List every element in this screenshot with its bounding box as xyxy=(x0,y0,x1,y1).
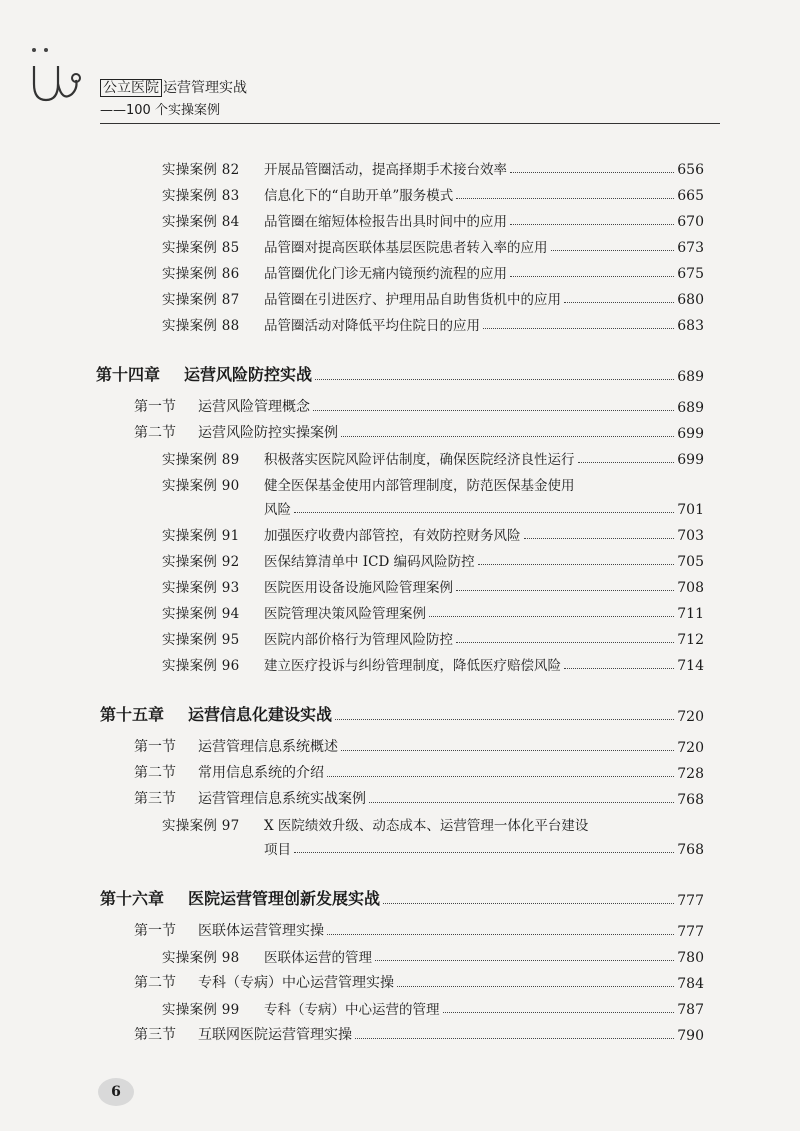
dot-leader xyxy=(341,436,674,437)
case-label: 实操案例 98 xyxy=(162,950,240,966)
case-page: 675 xyxy=(677,266,704,282)
section-page: 689 xyxy=(677,400,704,416)
toc-entry-section-16-3[interactable] xyxy=(134,1024,704,1044)
case-title: 医院医用设备设施风险管理案例 xyxy=(264,580,453,596)
dot-leader xyxy=(510,172,674,173)
case-label: 实操案例 93 xyxy=(162,580,240,596)
dot-leader xyxy=(551,250,675,251)
chapter-label: 第十四章 xyxy=(96,365,161,384)
case-title: 医院管理决策风险管理案例 xyxy=(264,606,426,622)
toc-entry-section-16-2[interactable] xyxy=(134,972,704,992)
case-page: 656 xyxy=(677,162,704,178)
chapter-page: 777 xyxy=(677,893,704,909)
toc-entry-case-96[interactable] xyxy=(162,654,704,674)
dot-leader xyxy=(456,198,674,199)
section-title: 运营风险防控实操案例 xyxy=(198,425,338,441)
dot-leader xyxy=(524,538,675,539)
dot-leader xyxy=(578,462,675,463)
toc-entry-case-86[interactable] xyxy=(162,262,704,282)
case-page: 699 xyxy=(677,452,704,468)
section-label: 第二节 xyxy=(134,765,176,781)
section-label: 第三节 xyxy=(134,791,176,807)
dot-leader xyxy=(443,1012,675,1013)
case-title: 建立医疗投诉与纠纷管理制度，降低医疗赔偿风险 xyxy=(264,658,561,674)
case-page: 712 xyxy=(677,632,704,648)
section-label: 第二节 xyxy=(134,975,176,991)
toc-entry-case-84[interactable] xyxy=(162,210,704,230)
case-title: 医院内部价格行为管理风险防控 xyxy=(264,632,453,648)
case-page: 714 xyxy=(677,658,704,674)
toc-entry-case-90-cont[interactable] xyxy=(264,498,704,518)
case-label: 实操案例 90 xyxy=(162,478,240,494)
case-page: 673 xyxy=(677,240,704,256)
section-page: 784 xyxy=(677,976,704,992)
section-title: 运营管理信息系统实战案例 xyxy=(198,791,366,807)
toc-entry-chapter-15[interactable] xyxy=(100,702,704,725)
dot-leader xyxy=(294,512,674,513)
case-page: 665 xyxy=(677,188,704,204)
toc-entry-case-83[interactable] xyxy=(162,184,704,204)
section-label: 第三节 xyxy=(134,1027,176,1043)
case-label: 实操案例 83 xyxy=(162,188,240,204)
chapter-title: 运营风险防控实战 xyxy=(184,365,313,384)
case-title-continuation: 风险 xyxy=(264,502,291,518)
toc-entry-chapter-16[interactable] xyxy=(100,886,704,909)
case-page: 708 xyxy=(677,580,704,596)
toc-entry-case-91[interactable] xyxy=(162,524,704,544)
case-page: 683 xyxy=(677,318,704,334)
dot-leader xyxy=(510,276,674,277)
case-title: 品管圈对提高医联体基层医院患者转入率的应用 xyxy=(264,240,548,256)
chapter-title: 医院运营管理创新发展实战 xyxy=(188,889,381,908)
dot-leader xyxy=(483,328,674,329)
case-label: 实操案例 97 xyxy=(162,818,240,834)
section-page: 790 xyxy=(677,1028,704,1044)
case-label: 实操案例 87 xyxy=(162,292,240,308)
toc-entry-case-90[interactable] xyxy=(162,474,704,494)
dot-leader xyxy=(315,379,674,380)
toc-entry-section-16-1[interactable] xyxy=(134,920,704,940)
dot-leader xyxy=(327,776,674,777)
case-page: 768 xyxy=(677,842,704,858)
section-title: 运营风险管理概念 xyxy=(198,399,310,415)
toc-entry-case-93[interactable] xyxy=(162,576,704,596)
toc-entry-section-15-3[interactable] xyxy=(134,788,704,808)
dot-leader xyxy=(335,719,674,720)
case-label: 实操案例 82 xyxy=(162,162,240,178)
case-title: 品管圈在缩短体检报告出具时间中的应用 xyxy=(264,214,507,230)
dot-leader xyxy=(375,960,674,961)
chapter-title: 运营信息化建设实战 xyxy=(188,705,333,724)
toc-entry-case-97[interactable] xyxy=(162,814,704,834)
toc-entry-section-15-2[interactable] xyxy=(134,762,704,782)
dot-leader xyxy=(456,642,674,643)
section-label: 第一节 xyxy=(134,739,176,755)
section-page: 699 xyxy=(677,426,704,442)
toc-entry-case-82[interactable] xyxy=(162,158,704,178)
toc-entry-case-94[interactable] xyxy=(162,602,704,622)
section-page: 728 xyxy=(677,766,704,782)
case-label: 实操案例 89 xyxy=(162,452,240,468)
section-title: 常用信息系统的介绍 xyxy=(198,765,324,781)
case-title: 开展品管圈活动，提高择期手术接台效率 xyxy=(264,162,507,178)
page-number: 6 xyxy=(98,1078,134,1106)
case-title: 专科（专病）中心运营的管理 xyxy=(264,1002,440,1018)
chapter-label: 第十五章 xyxy=(100,705,165,724)
dot-leader xyxy=(294,852,674,853)
case-label: 实操案例 94 xyxy=(162,606,240,622)
case-page: 680 xyxy=(677,292,704,308)
dot-leader xyxy=(355,1038,674,1039)
case-title: 品管圈活动对降低平均住院日的应用 xyxy=(264,318,480,334)
dot-leader xyxy=(456,590,674,591)
toc-entry-case-85[interactable] xyxy=(162,236,704,256)
chapter-label: 第十六章 xyxy=(100,889,165,908)
section-page: 720 xyxy=(677,740,704,756)
case-title: 积极落实医院风险评估制度，确保医院经济良性运行 xyxy=(264,452,575,468)
case-title: 品管圈在引进医疗、护理用品自助售货机中的应用 xyxy=(264,292,561,308)
case-page: 703 xyxy=(677,528,704,544)
case-page: 780 xyxy=(677,950,704,966)
case-label: 实操案例 84 xyxy=(162,214,240,230)
case-label: 实操案例 95 xyxy=(162,632,240,648)
case-label: 实操案例 85 xyxy=(162,240,240,256)
section-page: 777 xyxy=(677,924,704,940)
dot-leader xyxy=(369,802,674,803)
book-title-boxed: 公立医院 xyxy=(100,79,162,97)
toc-entry-section-14-1[interactable] xyxy=(134,396,704,416)
section-title: 互联网医院运营管理实操 xyxy=(198,1027,352,1043)
case-page: 705 xyxy=(677,554,704,570)
case-page: 701 xyxy=(677,502,704,518)
toc-entry-case-87[interactable] xyxy=(162,288,704,308)
case-title: 医联体运营的管理 xyxy=(264,950,372,966)
dot-leader xyxy=(510,224,674,225)
section-page: 768 xyxy=(677,792,704,808)
toc-entry-chapter-14[interactable] xyxy=(96,362,704,385)
section-title: 医联体运营管理实操 xyxy=(198,923,324,939)
chapter-page: 689 xyxy=(677,369,704,385)
section-label: 第一节 xyxy=(134,923,176,939)
case-label: 实操案例 86 xyxy=(162,266,240,282)
case-page: 787 xyxy=(677,1002,704,1018)
toc-entry-section-15-1[interactable] xyxy=(134,736,704,756)
case-title: 信息化下的“自助开单”服务模式 xyxy=(264,188,454,204)
section-label: 第二节 xyxy=(134,425,176,441)
book-subtitle: ——100 个实操案例 xyxy=(100,103,220,118)
dot-leader xyxy=(341,750,674,751)
book-title-rest: 运营管理实战 xyxy=(163,80,247,96)
case-title: 加强医疗收费内部管控，有效防控财务风险 xyxy=(264,528,521,544)
toc-entry-case-92[interactable] xyxy=(162,550,704,570)
case-title-continuation: 项目 xyxy=(264,842,291,858)
case-title: 健全医保基金使用内部管理制度，防范医保基金使用 xyxy=(264,478,575,494)
dot-leader xyxy=(313,410,674,411)
case-label: 实操案例 96 xyxy=(162,658,240,674)
case-title: X 医院绩效升级、动态成本、运营管理一体化平台建设 xyxy=(264,818,589,834)
dot-leader xyxy=(429,616,674,617)
dot-leader xyxy=(564,302,674,303)
dot-leader xyxy=(383,903,674,904)
toc-entry-case-99[interactable] xyxy=(162,998,704,1018)
case-title: 医保结算清单中 ICD 编码风险防控 xyxy=(264,554,475,570)
dot-leader xyxy=(397,986,674,987)
case-label: 实操案例 92 xyxy=(162,554,240,570)
case-label: 实操案例 88 xyxy=(162,318,240,334)
dot-leader xyxy=(327,934,674,935)
dot-leader xyxy=(564,668,674,669)
toc-entry-case-97-cont[interactable] xyxy=(264,838,704,858)
chapter-page: 720 xyxy=(677,709,704,725)
section-label: 第一节 xyxy=(134,399,176,415)
case-title: 品管圈优化门诊无痛内镜预约流程的应用 xyxy=(264,266,507,282)
case-label: 实操案例 99 xyxy=(162,1002,240,1018)
case-page: 670 xyxy=(677,214,704,230)
toc-entry-case-88[interactable] xyxy=(162,314,704,334)
toc-entry-case-98[interactable] xyxy=(162,946,704,966)
case-label: 实操案例 91 xyxy=(162,528,240,544)
section-title: 专科（专病）中心运营管理实操 xyxy=(198,975,394,991)
dot-leader xyxy=(478,564,675,565)
case-page: 711 xyxy=(677,606,704,622)
toc-entry-section-14-2[interactable] xyxy=(134,422,704,442)
toc-entry-case-95[interactable] xyxy=(162,628,704,648)
section-title: 运营管理信息系统概述 xyxy=(198,739,338,755)
toc-entry-case-89[interactable] xyxy=(162,448,704,468)
